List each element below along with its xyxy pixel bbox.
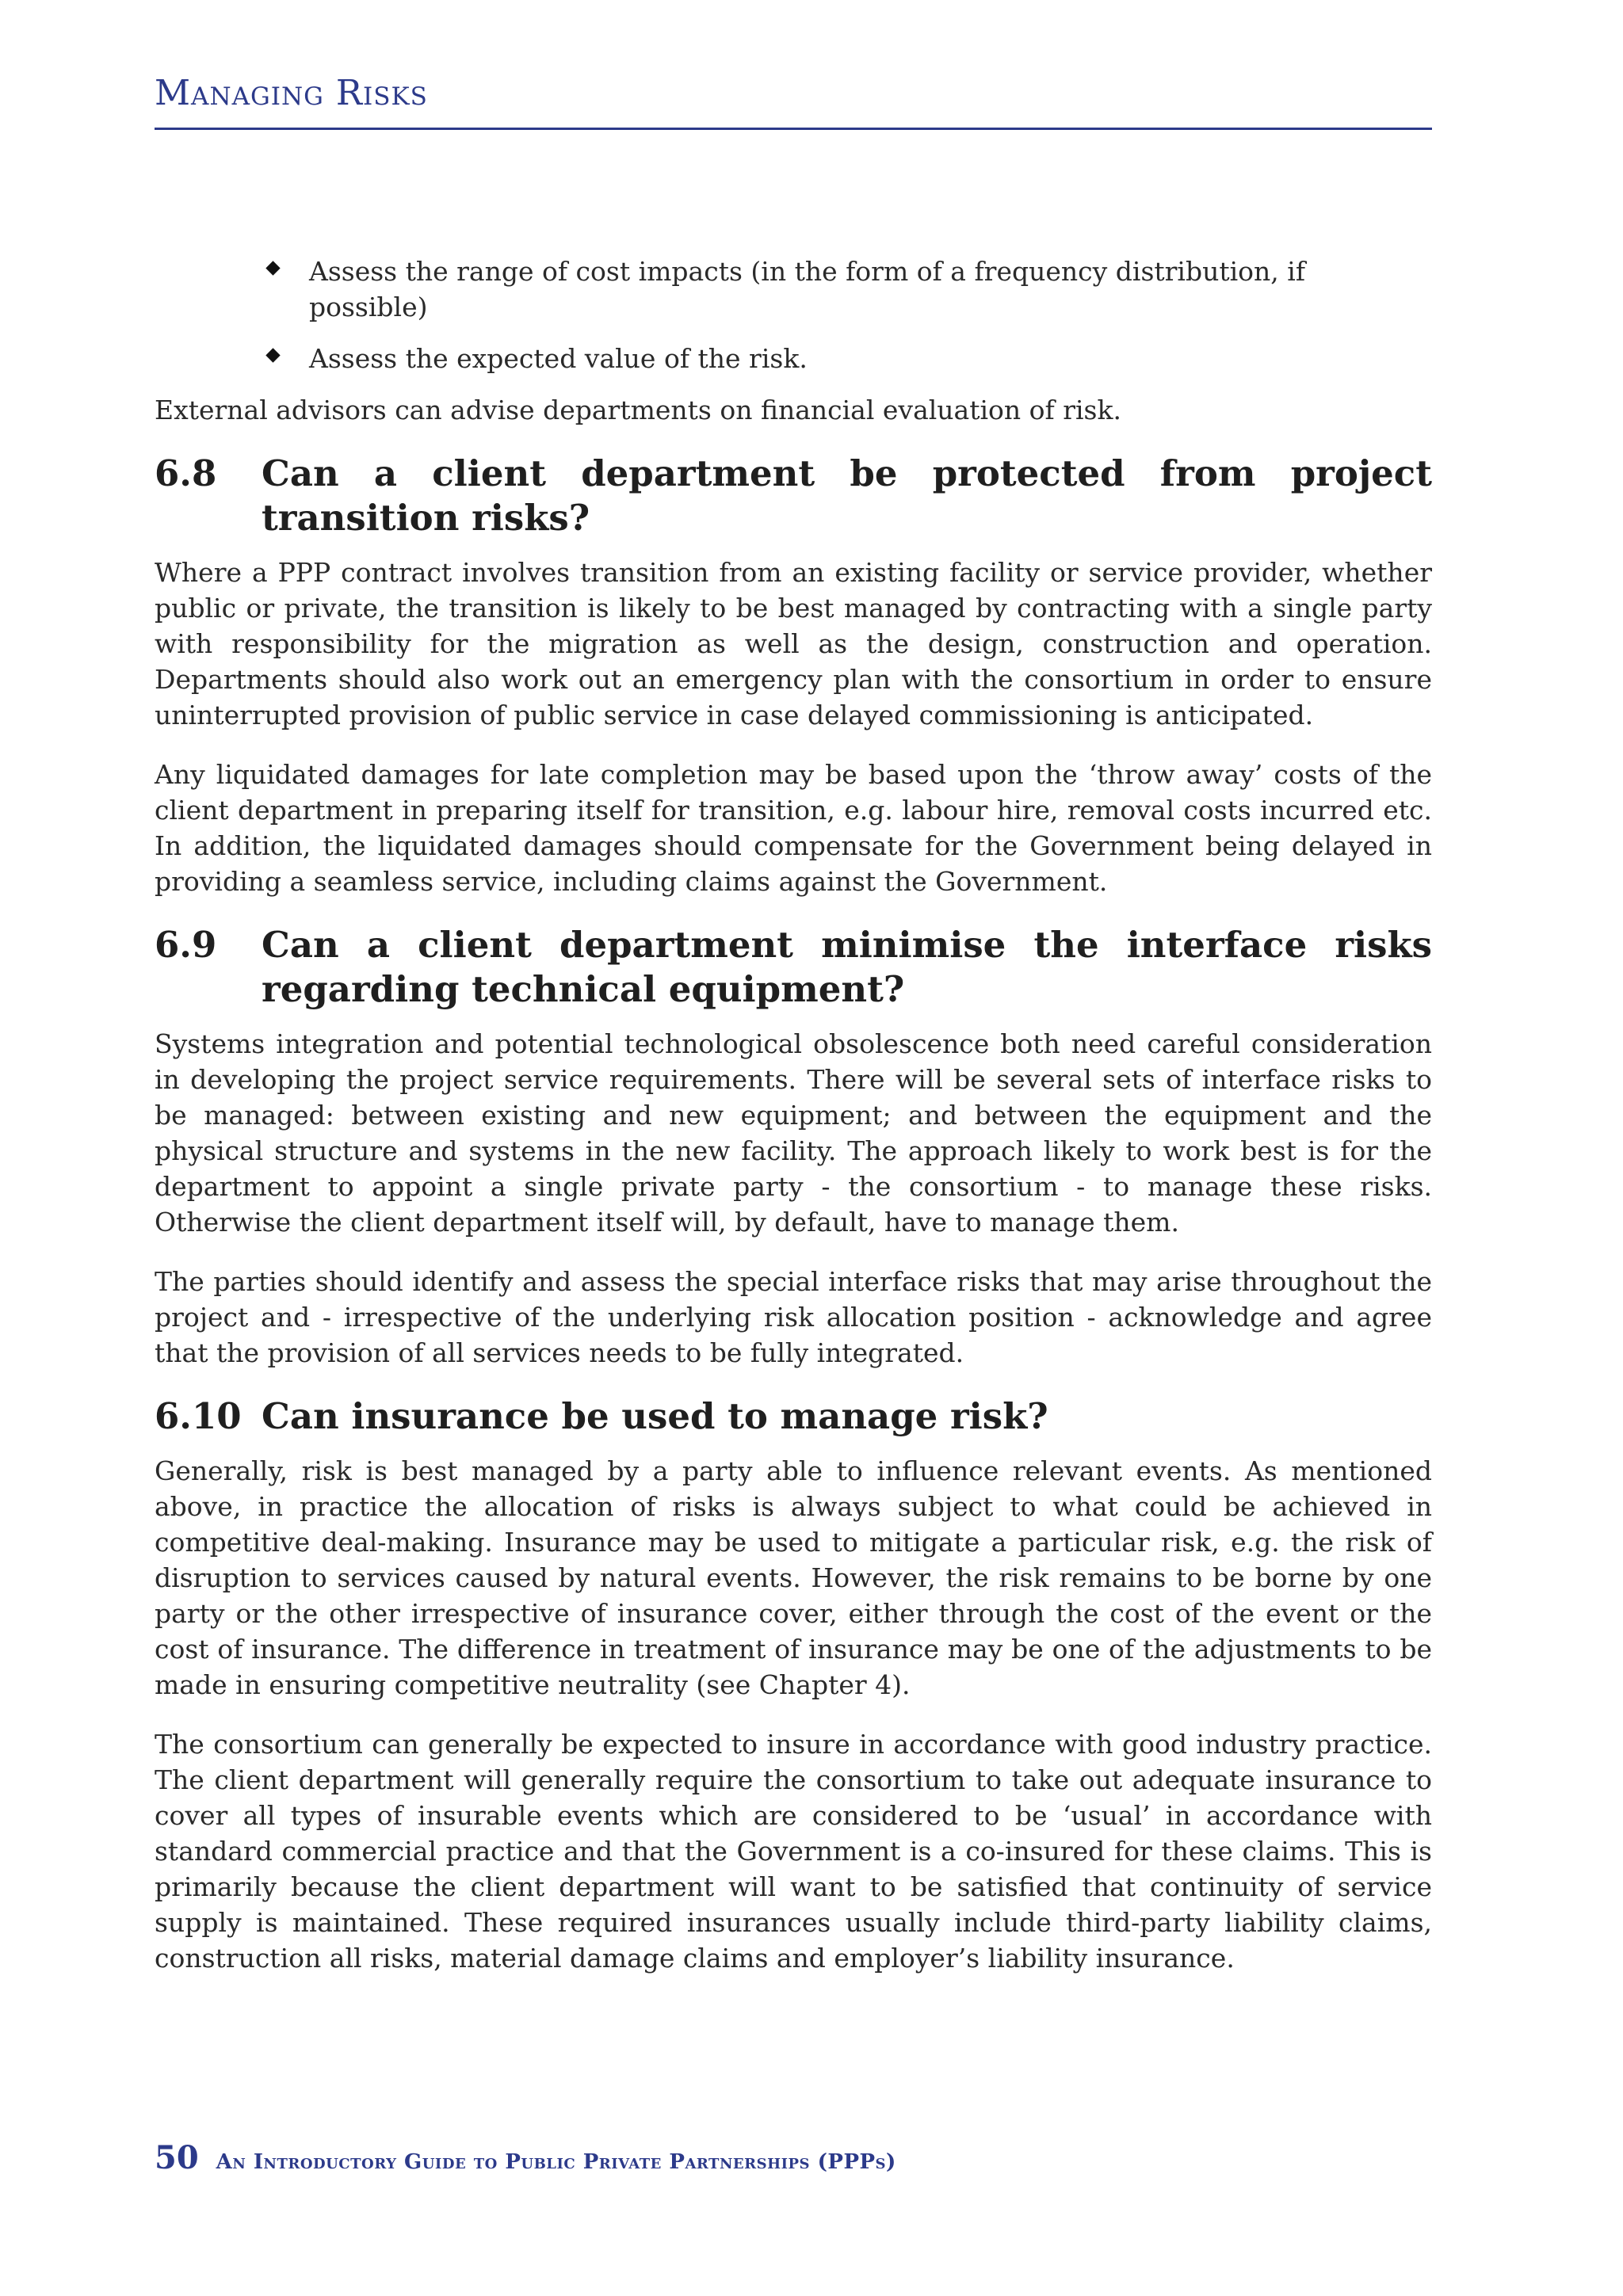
bullet-item (309, 341, 1432, 376)
section-heading-6-8 (155, 452, 1432, 540)
document-title: An Introductory Guide to Public Private Partnerships (PPPs) (216, 2150, 896, 2174)
intro-paragraph: External advisors can advise departments on financial evaluation of risk. (155, 395, 1121, 425)
section-number: 6.8 (155, 452, 217, 494)
running-header: Managing Risks (155, 73, 428, 113)
diamond-bullet-icon (265, 261, 280, 275)
body-paragraph: The parties should identify and assess the special interface risks that may arise throughout the project and - irrespective of the underlying risk allocation position - acknowledge and agree that the provision of all services needs to be fully integrated. (155, 1266, 1432, 1368)
page-number: 50 (155, 2139, 199, 2176)
page-footer (155, 2139, 896, 2176)
body-paragraph: Generally, risk is best managed by a party able to influence relevant events. As mentioned above, in practice the allocation of risks is always subject to what could be achieved in competitive deal-making. Insurance may be used to mitigate a particular risk, e.g. the risk of disruption to services caused by natural events. However, the risk remains to be borne by one party or the other irrespective of insurance cover, either through the cost of the event or the cost of insurance. The difference in treatment of insurance may be one of the adjustments to be made in ensuring competitive neutrality (see Chapter 4). (155, 1455, 1432, 1700)
section-title: Can a client department be protected from project transition risks? (262, 452, 1432, 539)
bullet-list (155, 254, 1432, 376)
body-paragraph: The consortium can generally be expected to insure in accordance with good industry practice. The client department will generally require the consortium to take out adequate insurance to cover all types of insurable events which are considered to be ‘usual’ in accordance with standard commercial practice and that the Government is a co-insured for these claims. This is primarily because the client department will want to be satisfied that continuity of service supply is maintained. These required insurances usually include third-party liability claims, construction all risks, material damage claims and employer’s liability insurance. (155, 1729, 1432, 1974)
bullet-text: Assess the range of cost impacts (in the form of a frequency distribution, if possible) (309, 256, 1306, 322)
page-content (155, 254, 1432, 2000)
section-heading-6-10 (155, 1394, 1432, 1439)
body-paragraph: Where a PPP contract involves transition from an existing facility or service provider, whether public or private, the transition is likely to be best managed by contracting with a single party with responsibility for the migration as well as the design, construction and operation. Departments should also work out an emergency plan with the consortium in order to ensure uninterrupted provision of public service in case delayed commissioning is anticipated. (155, 557, 1432, 730)
diamond-bullet-icon (265, 348, 280, 362)
section-title: Can insurance be used to manage risk? (262, 1395, 1048, 1437)
section-heading-6-9 (155, 923, 1432, 1012)
body-paragraph: Systems integration and potential technological obsolescence both need careful consideration in developing the project service requirements. There will be several sets of interface risks to be managed: between existing and new equipment; and between the equipment and the physical structure and systems in the new facility. The approach likely to work best is for the department to appoint a single private party - the consortium - to manage these risks. Otherwise the client department itself will, by default, have to manage them. (155, 1028, 1432, 1238)
body-paragraph: Any liquidated damages for late completion may be based upon the ‘throw away’ costs of the client department in preparing itself for transition, e.g. labour hire, removal costs incurred etc. In addition, the liquidated damages should compensate for the Government being delayed in providing a seamless service, including claims against the Government. (155, 759, 1432, 897)
section-number: 6.10 (155, 1395, 242, 1437)
section-title: Can a client department minimise the interface risks regarding technical equipment? (262, 924, 1432, 1010)
header-rule (155, 128, 1432, 130)
section-number: 6.9 (155, 924, 217, 966)
bullet-text: Assess the expected value of the risk. (309, 343, 808, 374)
bullet-item (309, 254, 1432, 325)
